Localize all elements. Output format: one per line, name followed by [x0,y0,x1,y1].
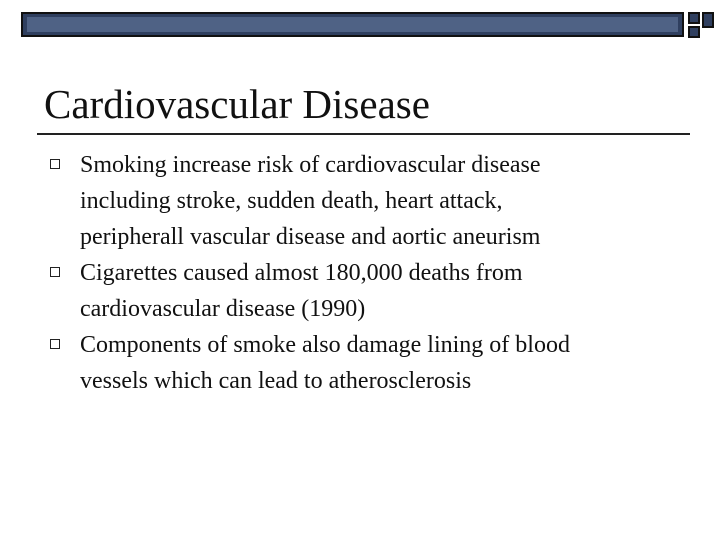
bullet-text-line: Components of smoke also damage lining of blood [80,332,570,358]
bullet-text-line: cardiovascular disease (1990) [80,296,366,322]
bullet-text-line: including stroke, sudden death, heart attack, [80,188,503,214]
hollow-square-bullet-icon [50,339,60,349]
header-decoration-band [21,12,684,37]
bullet-text-line: Smoking increase risk of cardiovascular disease [80,152,541,178]
bullet-text-line: vessels which can lead to atherosclerosis [80,368,472,394]
corner-decoration-square [702,12,714,28]
slide-title: Cardiovascular Disease [44,81,430,127]
bullet-text-line: Cigarettes caused almost 180,000 deaths from [80,260,523,286]
bullet-text-line: peripherall vascular disease and aortic aneurism [80,224,541,250]
header-decoration-band-inner [27,17,678,32]
title-divider [37,133,690,135]
bullet-item [46,147,686,255]
corner-decoration-square [688,12,700,24]
bullet-list [46,147,686,399]
bullet-item [46,255,686,327]
hollow-square-bullet-icon [50,159,60,169]
bullet-item [46,327,686,399]
hollow-square-bullet-icon [50,267,60,277]
corner-decoration-square [688,26,700,38]
